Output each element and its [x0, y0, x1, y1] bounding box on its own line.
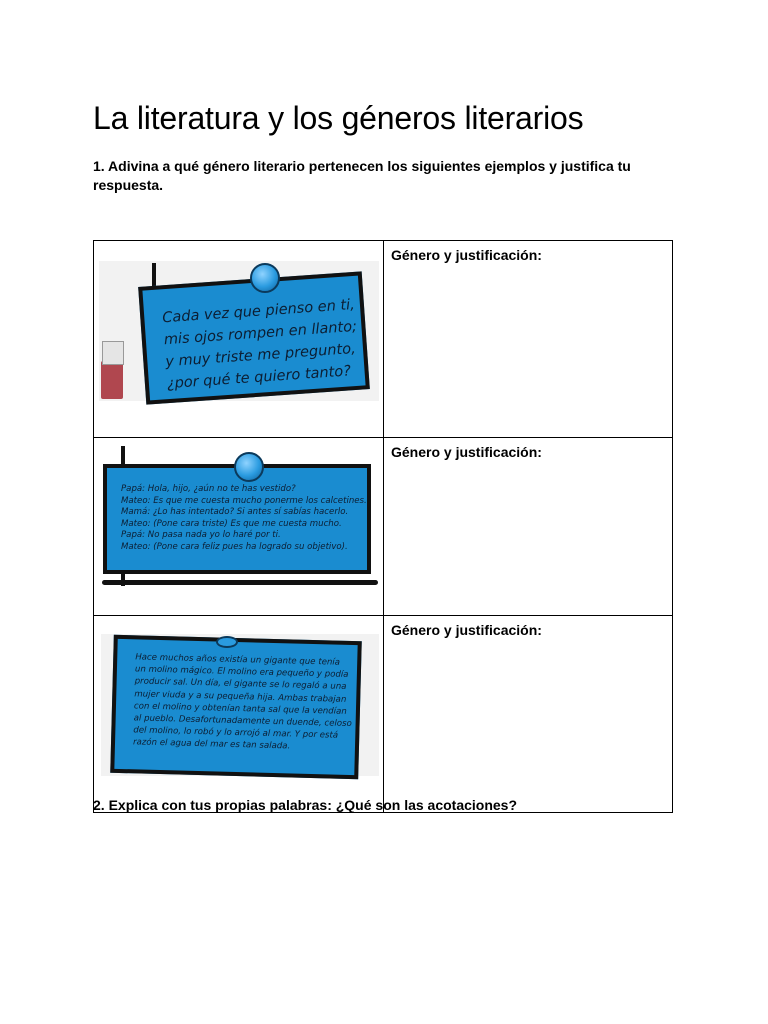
card-line: con el molino y obtenían tanta sal que la vendían	[133, 701, 347, 717]
question-1: 1. Adivina a qué género literario pertenecen los siguientes ejemplos y justifica tu respuesta.	[93, 158, 631, 193]
card-line: Hace muchos años existía un gigante que tenía	[135, 652, 341, 668]
card-line: Mamá: ¿Lo has intentado? Si antes sí sabías hacerlo.	[121, 507, 349, 518]
card-line: Mateo: Es que me cuesta mucho ponerme los calcetines.	[121, 495, 367, 506]
genre-label: Género y justificación:	[391, 622, 542, 638]
pushpin-icon	[216, 636, 238, 648]
poem-card	[138, 271, 370, 404]
ground-line	[102, 580, 378, 585]
example-image-dialogue	[94, 438, 384, 616]
example-image-poem	[94, 241, 384, 438]
card-line: mis ojos rompen en llanto;	[163, 318, 358, 349]
example-image-narrative	[94, 616, 384, 813]
books-decoration	[101, 361, 123, 399]
card-line: un molino mágico. El molino era pequeño y podía	[134, 664, 349, 681]
card-line: producir sal. Un día, el gigante se lo regaló a una	[134, 676, 347, 693]
table-row	[94, 438, 673, 616]
card-line: y muy triste me pregunto,	[164, 340, 357, 371]
pushpin-icon	[234, 452, 264, 482]
question-2: 2. Explica con tus propias palabras: ¿Qué son las acotaciones?	[93, 797, 518, 813]
page-title: La literatura y los géneros literarios	[93, 100, 584, 136]
genre-label: Género y justificación:	[391, 247, 542, 263]
card-line: ¿por qué te quiero tanto?	[166, 363, 352, 393]
card-line: razón el agua del mar es tan salada.	[132, 737, 291, 752]
card-line: del molino, lo robó y lo arrojó al mar. Y por está	[133, 725, 339, 741]
examples-table	[93, 240, 673, 813]
paper-stack-decoration	[102, 341, 124, 365]
card-line: Mateo: (Pone cara feliz pues ha logrado su objetivo).	[121, 541, 348, 552]
card-line: Papá: Hola, hijo, ¿aún no te has vestido?	[121, 484, 296, 494]
card-line: Cada vez que pienso en ti,	[161, 296, 356, 327]
narrative-card	[110, 635, 362, 779]
genre-cell-2[interactable]	[384, 438, 673, 616]
table-row	[94, 616, 673, 813]
genre-cell-3[interactable]	[384, 616, 673, 813]
card-line: mujer viuda y a su pequeña hija. Ambas trabajan	[134, 688, 347, 705]
card-line: al pueblo. Desafortunadamente un duende, celoso	[133, 713, 352, 730]
card-line: Papá: No pasa nada yo lo haré por ti.	[121, 530, 281, 541]
pushpin-icon	[250, 263, 280, 293]
genre-label: Género y justificación:	[391, 444, 542, 460]
card-line: Mateo: (Pone cara triste) Es que me cuesta mucho.	[121, 518, 342, 529]
table-row	[94, 241, 673, 438]
genre-cell-1[interactable]	[384, 241, 673, 438]
dialogue-card	[103, 464, 371, 574]
